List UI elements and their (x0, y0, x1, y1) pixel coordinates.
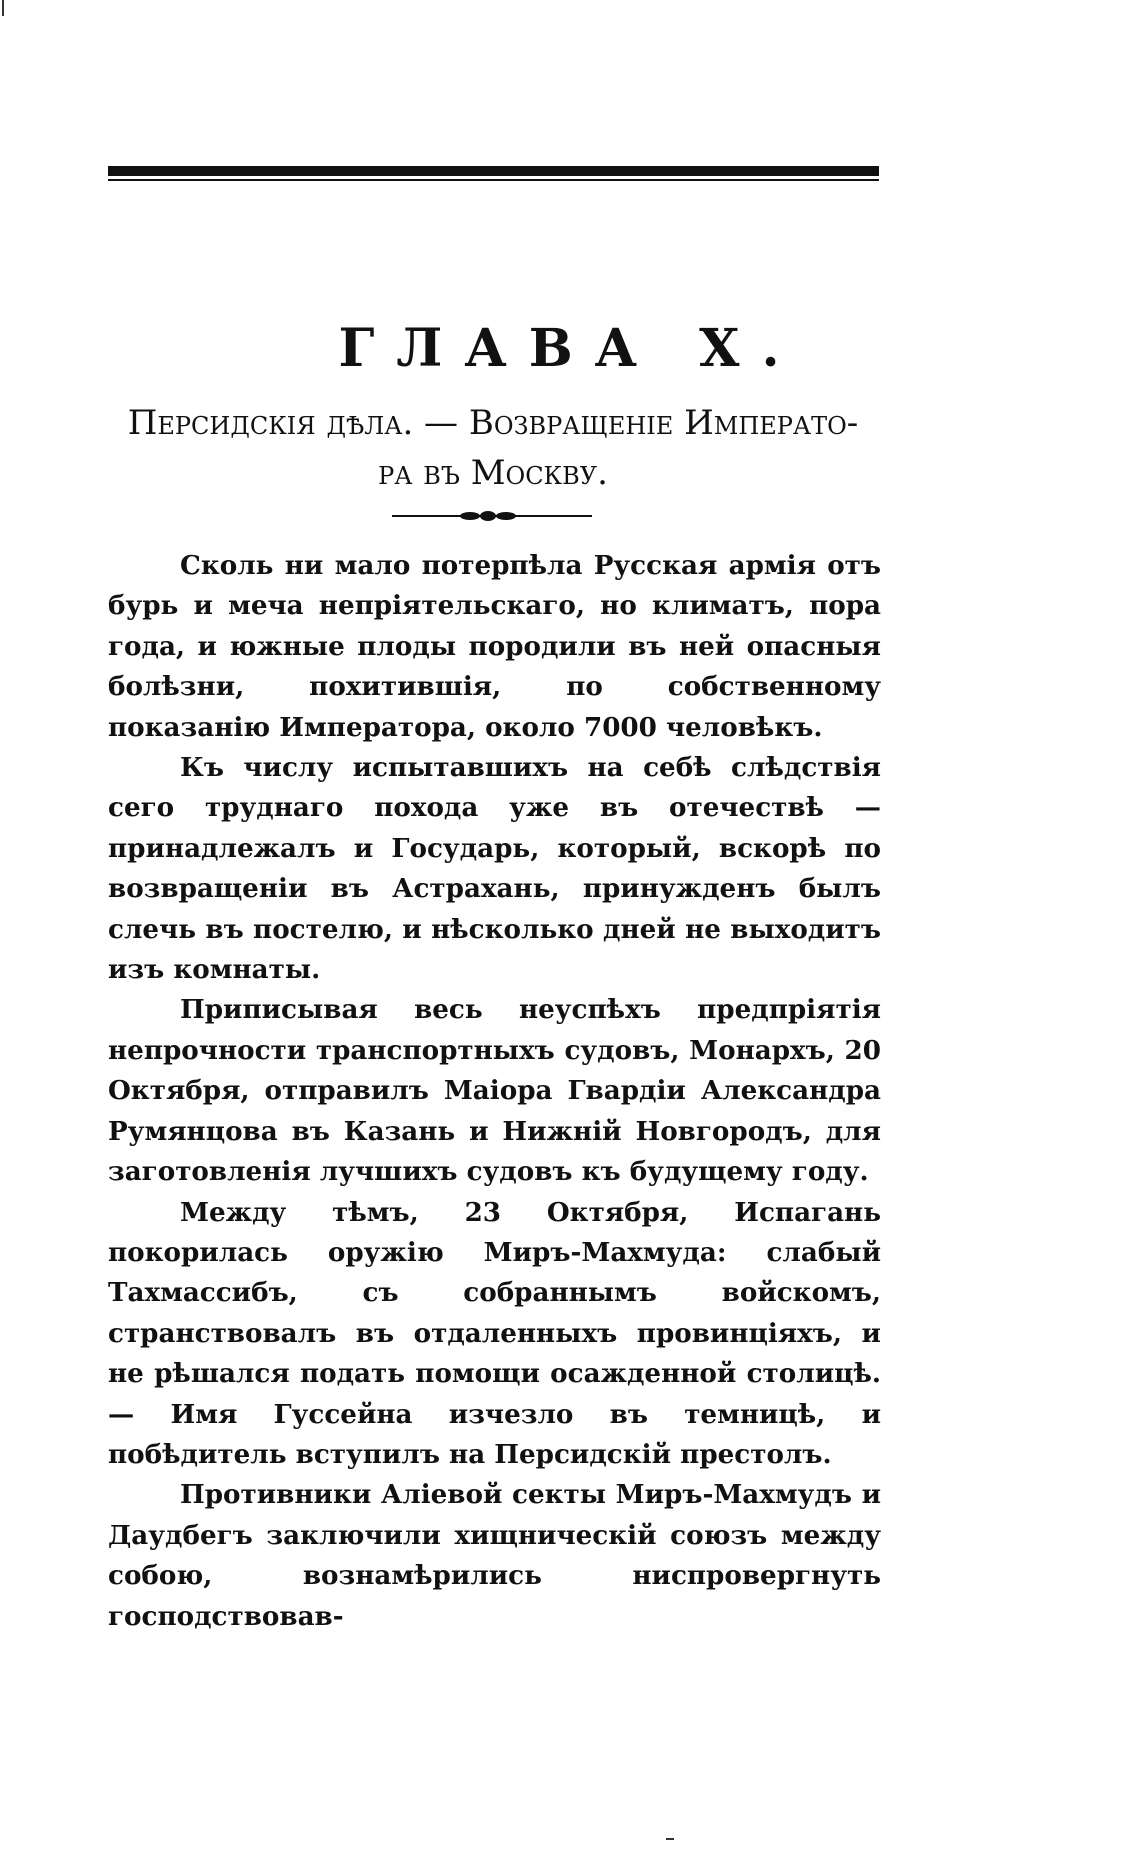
chapter-subtitle (108, 398, 878, 498)
chapter-subtitle-line-1: Персидскія дѣла. — Возвращеніе Императо- (127, 403, 859, 443)
header-rule-thick (108, 166, 879, 176)
scan-speck (666, 1838, 674, 1840)
paragraph-3: Приписывая весь неуспѣхъ предпріятія непрочности транспортныхъ судовъ, Монархъ, 20 Октября, отправилъ Маіора Гвардіи Александра Румянцова въ Казань и Нижній Новгородъ, для заготовленія лучшихъ судовъ къ будущему году. (108, 994, 881, 1188)
paragraph-5: Противники Аліевой секты Миръ-Махмудъ и Даудбегъ заключили хищническій союзъ между собою, вознамѣрились ниспровергнуть господствовав- (108, 1479, 881, 1632)
chapter-subtitle-line-2: ра въ Москву. (378, 453, 608, 493)
paragraph-1: Сколь ни мало потерпѣла Русская армія отъ бурь и меча непріятельскаго, но климатъ, пора года, и южные плоды породили въ ней опасныя болѣзни, похитившія, по собственному показанію Императора, около 7000 человѣкъ. (108, 550, 881, 743)
paragraph-2: Къ числу испытавшихъ на себѣ слѣдствія сего труднаго похода уже въ отечествѣ — принадлежалъ и Государь, который, вскорѣ по возвращеніи въ Астрахань, принужденъ былъ слечь въ постелю, и нѣсколько дней не выходитъ изъ комнаты. (108, 752, 881, 986)
header-rule (108, 166, 879, 181)
scan-speck (2, 0, 4, 16)
ornament-divider-icon (392, 509, 592, 523)
body-text (108, 546, 881, 1637)
paragraph-4: Между тѣмъ, 23 Октября, Испагань покорилась оружію Миръ-Махмуда: слабый Тахмассибъ, съ собраннымъ войскомъ, странствовалъ въ отдаленныхъ провинціяхъ, и не рѣшался подать помощи осажденной столицѣ. — Имя Гуссейна изчезло въ темницѣ, и побѣдитель вступилъ на Персидскій престолъ. (108, 1196, 881, 1470)
header-rule-thin (108, 179, 879, 181)
chapter-title: ГЛАВА X. (338, 318, 802, 379)
